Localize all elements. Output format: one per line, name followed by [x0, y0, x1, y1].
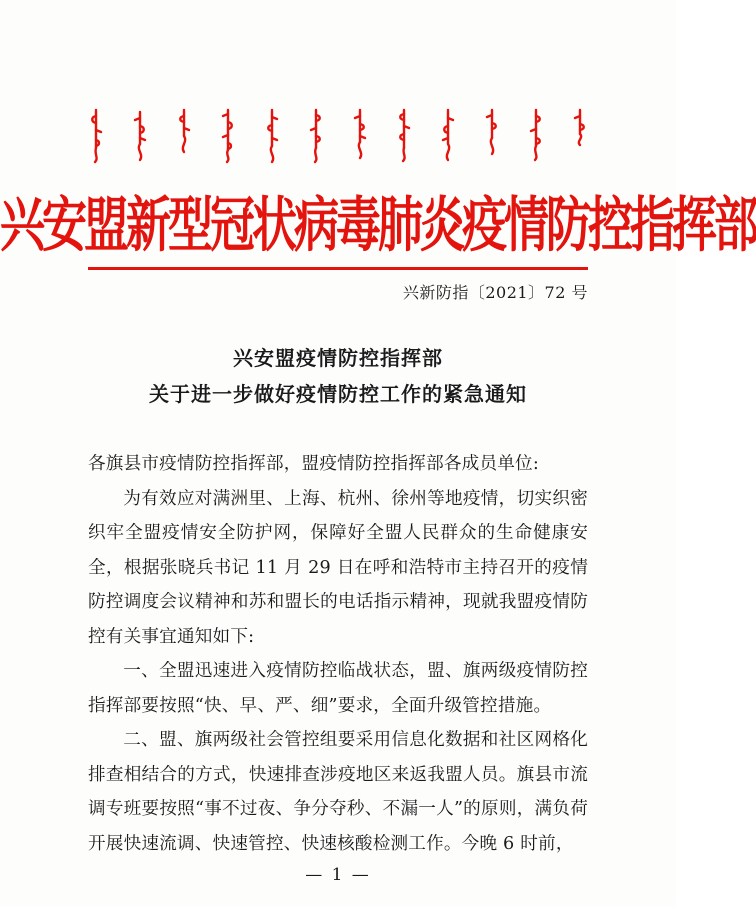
body-paragraph: 为有效应对满洲里、上海、杭州、徐州等地疫情，切实织密织牢全盟疫情安全防护网，保障好全盟人民群众的生命健康安全，根据张晓兵书记 11 月 29 日在呼和浩特市主持召开的疫情防控调度会议精神和苏和盟长的电话指示精神，现就我盟疫情防控有关事宜通知如下:	[88, 488, 588, 647]
mongolian-word	[440, 108, 456, 164]
mongolian-word	[572, 108, 588, 164]
document-number: 兴新防指〔2021〕72 号	[402, 283, 588, 302]
mongolian-word	[132, 108, 148, 164]
page-number: — 1 —	[305, 865, 371, 885]
body-paragraph: 二、盟、旗两级社会管控组要采用信息化数据和社区网格化排查相结合的方式，快速排查涉疫地区来返我盟人员。旗县市流调专班要按照“事不过夜、争分夺秒、不漏一人”的原则，满负荷开展快速流调、快速管控、快速核酸检测工作。今晚 6 时前，	[88, 730, 588, 854]
notice-body	[88, 447, 588, 861]
mongolian-word	[484, 108, 500, 164]
mongolian-word	[88, 108, 104, 164]
notice-title-line-1: 兴安盟疫情防控指挥部	[233, 346, 443, 370]
mongolian-word	[220, 108, 236, 164]
mongolian-word	[528, 108, 544, 164]
mongolian-word	[176, 108, 192, 164]
body-paragraph: 一、全盟迅速进入疫情防控临战状态，盟、旗两级疫情防控指挥部要按照“快、早、严、细”要求，全面升级管控措施。	[88, 661, 588, 716]
red-divider-line	[88, 267, 588, 270]
mongolian-word	[396, 108, 412, 164]
mongolian-script-header	[88, 108, 588, 164]
mongolian-word	[308, 108, 324, 164]
notice-title	[0, 340, 676, 412]
salutation: 各旗县市疫情防控指挥部，盟疫情防控指挥部各成员单位:	[88, 454, 539, 474]
mongolian-word	[352, 108, 368, 164]
issuing-authority-header: 兴安盟新型冠状病毒肺炎疫情防控指挥部	[0, 190, 756, 261]
mongolian-word	[264, 108, 280, 164]
notice-title-line-2: 关于进一步做好疫情防控工作的紧急通知	[149, 382, 527, 406]
